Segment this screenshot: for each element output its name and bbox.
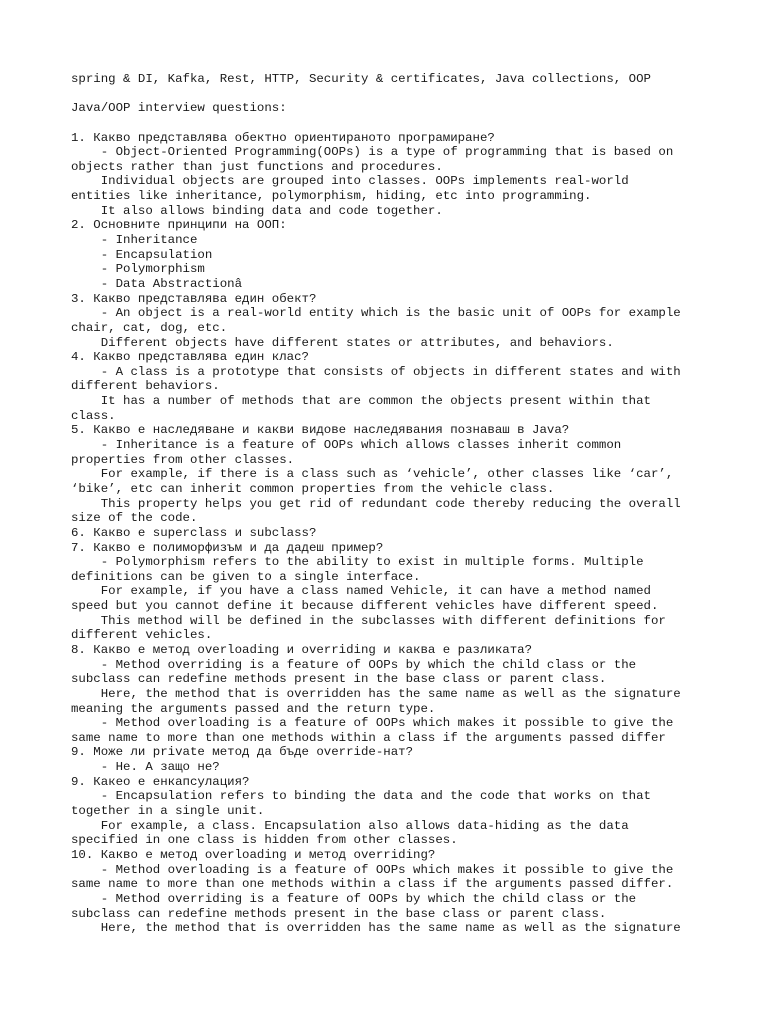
- text-line: 9. Какео е енкапсулация?: [71, 774, 250, 789]
- text-line: [71, 116, 711, 131]
- text-line: - A class is a prototype that consists of objects in different states and with: [71, 364, 681, 379]
- text-line: - An object is a real-world entity which is the basic unit of OOPs for example: [71, 306, 681, 321]
- text-line: - Polymorphism: [71, 262, 205, 277]
- text-line: class.: [71, 408, 116, 423]
- text-line: subclass can redefine methods present in the base class or parent class.: [71, 906, 607, 921]
- text-line: - Method overriding is a feature of OOPs by which the child class or the: [71, 657, 637, 672]
- text-line: - Encapsulation: [71, 247, 213, 262]
- text-line: 4. Какво представлява един клас?: [71, 350, 309, 365]
- text-line: - Inheritance is a feature of OOPs which allows classes inherit common: [71, 438, 622, 453]
- text-line: different vehicles.: [71, 628, 213, 643]
- text-line: - Method overloading is a feature of OOPs which makes it possible to give the: [71, 862, 674, 877]
- text-line: chair, cat, dog, etc.: [71, 320, 228, 335]
- text-line: Individual objects are grouped into classes. OOPs implements real-world: [71, 174, 629, 189]
- text-line: - Method overloading is a feature of OOPs which makes it possible to give the: [71, 716, 674, 731]
- text-line: different behaviors.: [71, 379, 220, 394]
- text-line: subclass can redefine methods present in the base class or parent class.: [71, 672, 607, 687]
- text-line: specified in one class is hidden from other classes.: [71, 833, 458, 848]
- text-line: - Data Abstractionâ: [71, 276, 243, 291]
- text-line: 3. Какво представлява един обект?: [71, 291, 317, 306]
- text-line: For example, if there is a class such as ‘vehicle’, other classes like ‘car’,: [71, 467, 674, 482]
- text-line: Java/OOP interview questions:: [71, 101, 287, 116]
- text-line: objects rather than just functions and procedures.: [71, 159, 443, 174]
- text-line: It has a number of methods that are common the objects present within that: [71, 394, 651, 409]
- text-line: 10. Какво е метод overloading и метод overriding?: [71, 847, 436, 862]
- text-line: Different objects have different states or attributes, and behaviors.: [71, 335, 614, 350]
- text-line: ‘bike’, etc can inherit common properties from the vehicle class.: [71, 481, 555, 496]
- text-line: 6. Какво е superclass и subclass?: [71, 525, 317, 540]
- text-line: - Polymorphism refers to the ability to exist in multiple forms. Multiple: [71, 555, 644, 570]
- text-line: 9. Може ли private метод да бъде override-нат?: [71, 745, 414, 760]
- text-line: - Object-Oriented Programming(OOPs) is a type of programming that is based on: [71, 145, 674, 160]
- text-line: - Encapsulation refers to binding the data and the code that works on that: [71, 789, 651, 804]
- text-line: It also allows binding data and code together.: [71, 203, 443, 218]
- text-line: 7. Какво е полиморфизъм и да дадеш пример?: [71, 540, 384, 555]
- text-line: For example, a class. Encapsulation also allows data-hiding as the data: [71, 818, 629, 833]
- text-line: same name to more than one methods within a class if the arguments passed differ: [71, 730, 666, 745]
- text-line: - Method overriding is a feature of OOPs by which the child class or the: [71, 891, 637, 906]
- text-line: 5. Какво е наследяване и какви видове наследявания познаваш в Java?: [71, 423, 570, 438]
- text-line: Here, the method that is overridden has the same name as well as the signature: [71, 686, 681, 701]
- text-line: 2. Основните принципи на ООП:: [71, 218, 287, 233]
- text-line: size of the code.: [71, 511, 198, 526]
- text-line: 1. Какво представлява обектно ориентираното програмиране?: [71, 130, 495, 145]
- text-line: - Не. А защо не?: [71, 760, 220, 775]
- text-line: - Inheritance: [71, 233, 198, 248]
- text-line: This property helps you get rid of redundant code thereby reducing the overall: [71, 496, 681, 511]
- text-line: together in a single unit.: [71, 804, 265, 819]
- text-line: definitions can be given to a single interface.: [71, 569, 421, 584]
- text-line: For example, if you have a class named Vehicle, it can have a method named: [71, 584, 651, 599]
- text-line: same name to more than one methods within a class if the arguments passed differ.: [71, 877, 674, 892]
- text-line: Here, the method that is overridden has the same name as well as the signature: [71, 921, 681, 936]
- text-line: spring & DI, Kafka, Rest, HTTP, Security & certificates, Java collections, OOP: [71, 72, 651, 86]
- text-line: This method will be defined in the subclasses with different definitions for: [71, 613, 666, 628]
- text-line: meaning the arguments passed and the return type.: [71, 701, 436, 716]
- text-line: 8. Какво е метод overloading и overriding и каква е разликата?: [71, 642, 533, 657]
- text-line: properties from other classes.: [71, 452, 295, 467]
- text-line: [71, 87, 711, 102]
- text-line: speed but you cannot define it because different vehicles have different speed.: [71, 599, 659, 614]
- text-line: entities like inheritance, polymorphism, hiding, etc into programming.: [71, 189, 592, 204]
- document-body: [71, 72, 711, 936]
